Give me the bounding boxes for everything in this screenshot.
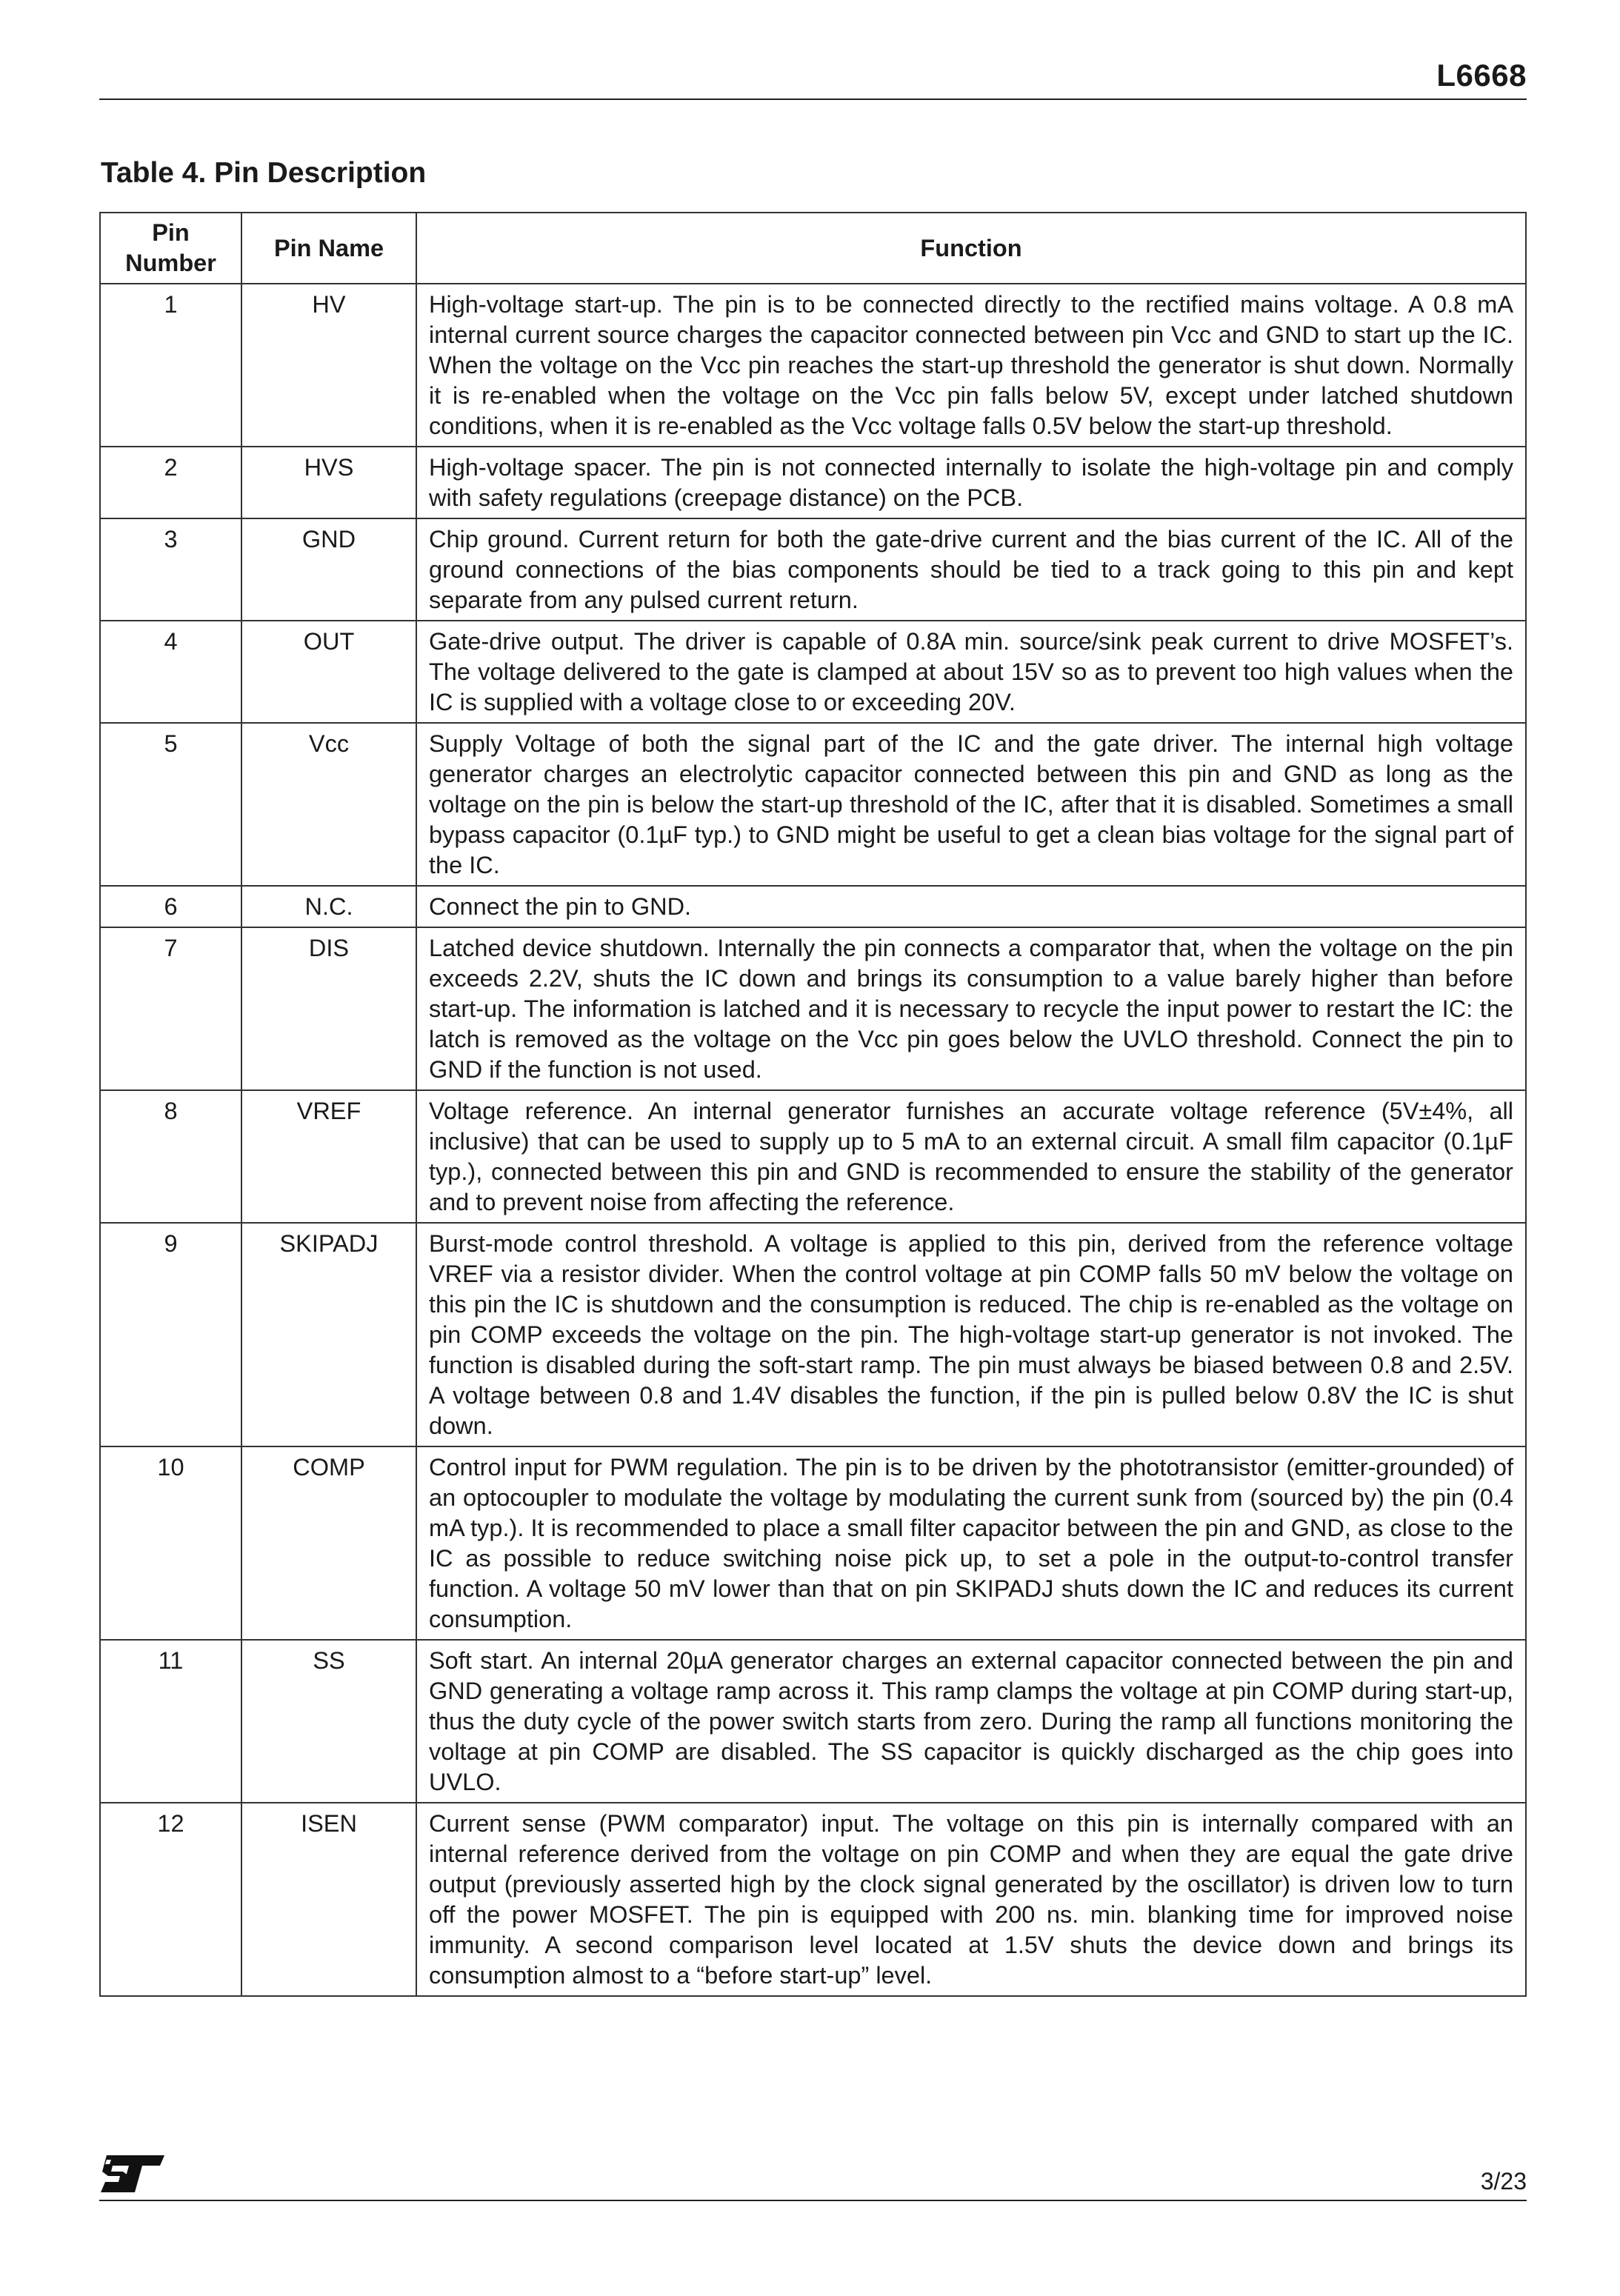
pin-number: 3	[100, 518, 241, 621]
pin-function: Burst-mode control threshold. A voltage is applied to this pin, derived from the reference voltage VREF via a resistor divider. When the control voltage at pin COMP falls 50 mV below the voltage on this pin the IC is shutdown and the consumption is reduced. The chip is re-enabled as the voltage on pin COMP exceeds the voltage on the pin. The high-voltage start-up generator is not invoked. The function is disabled during the soft-start ramp. The pin must always be biased between 0.8 and 2.5V. A voltage between 0.8 and 1.4V disables the function, if the pin is pulled below 0.8V the IC is shut down.	[416, 1223, 1526, 1446]
pin-number: 1	[100, 284, 241, 447]
pin-number: 2	[100, 447, 241, 518]
pin-function: Current sense (PWM comparator) input. The voltage on this pin is internally compared with an internal reference derived from the voltage on pin COMP and when they are equal the gate drive output (previously asserted high by the clock signal generated by the oscillator) is driven low to turn off the power MOSFET. The pin is equipped with 200 ns. min. blanking time for improved noise immunity. A second comparison level located at 1.5V shuts the device down and brings its consumption almost to a “before start-up” level.	[416, 1803, 1526, 1996]
pin-function: Control input for PWM regulation. The pin is to be driven by the phototransistor (emitter-grounded) of an optocoupler to modulate the voltage by modulating the current sunk from (sourced by) the pin (0.4 mA typ.). It is recommended to place a small filter capacitor between the pin and GND, as close to the IC as possible to reduce switching noise pick up, to set a pole in the output-to-control transfer function. A voltage 50 mV lower than that on pin SKIPADJ shuts down the IC and reduces its current consumption.	[416, 1446, 1526, 1640]
pin-number: 6	[100, 886, 241, 927]
pin-function: Latched device shutdown. Internally the pin connects a comparator that, when the voltage on the pin exceeds 2.2V, shuts the IC down and brings its consumption to a value barely higher than before start-up. The information is latched and it is necessary to recycle the input power to restart the IC: the latch is removed as the voltage on the Vcc pin goes below the UVLO threshold. Connect the pin to GND if the function is not used.	[416, 927, 1526, 1090]
pin-function: High-voltage spacer. The pin is not connected internally to isolate the high-voltage pin and comply with safety regulations (creepage distance) on the PCB.	[416, 447, 1526, 518]
table-caption: Table 4. Pin Description	[101, 157, 427, 189]
pin-number: 10	[100, 1446, 241, 1640]
pin-function: Soft start. An internal 20µA generator charges an external capacitor connected between the pin and GND generating a voltage ramp across it. This ramp clamps the voltage at pin COMP during start-up, thus the duty cycle of the power switch starts from zero. During the ramp all functions monitoring the voltage at pin COMP are disabled. The SS capacitor is quickly discharged as the chip goes into UVLO.	[416, 1640, 1526, 1803]
st-logo-icon	[99, 2154, 166, 2194]
pin-number: 7	[100, 927, 241, 1090]
header-pin-name: Pin Name	[241, 213, 416, 284]
pin-number: 5	[100, 723, 241, 886]
table-row	[100, 1803, 1526, 1996]
pin-name: SS	[241, 1640, 416, 1803]
pin-name: COMP	[241, 1446, 416, 1640]
pin-description-table	[99, 212, 1527, 1997]
pin-name: GND	[241, 518, 416, 621]
document-id: L6668	[1436, 58, 1527, 93]
pin-name: ISEN	[241, 1803, 416, 1996]
pin-name: SKIPADJ	[241, 1223, 416, 1446]
pin-function: Chip ground. Current return for both the gate-drive current and the bias current of the IC. All of the ground connections of the bias components should be tied to a track going to this pin and kept separate from any pulsed current return.	[416, 518, 1526, 621]
header-pin-number: Pin Number	[100, 213, 241, 284]
pin-function: Connect the pin to GND.	[416, 886, 1526, 927]
pin-function: Gate-drive output. The driver is capable of 0.8A min. source/sink peak current to drive MOSFET’s. The voltage delivered to the gate is clamped at about 15V so as to prevent too high values when the IC is supplied with a voltage close to or exceeding 20V.	[416, 621, 1526, 723]
header-function: Function	[416, 213, 1526, 284]
pin-name: HV	[241, 284, 416, 447]
table-row	[100, 284, 1526, 447]
table-row	[100, 1446, 1526, 1640]
table-header-row	[100, 213, 1526, 284]
pin-number: 11	[100, 1640, 241, 1803]
table-row	[100, 927, 1526, 1090]
pin-name: VREF	[241, 1090, 416, 1223]
pin-name: OUT	[241, 621, 416, 723]
pin-function: High-voltage start-up. The pin is to be connected directly to the rectified mains voltage. A 0.8 mA internal current source charges the capacitor connected between pin Vcc and GND to start up the IC. When the voltage on the Vcc pin reaches the start-up threshold the generator is shut down. Normally it is re-enabled when the voltage on the Vcc pin falls below 5V, except under latched shutdown conditions, when it is re-enabled as the Vcc voltage falls 0.5V below the start-up threshold.	[416, 284, 1526, 447]
header-divider	[99, 99, 1527, 100]
pin-number: 9	[100, 1223, 241, 1446]
page-number: 3/23	[1480, 2168, 1527, 2195]
table-row	[100, 621, 1526, 723]
table-row	[100, 1640, 1526, 1803]
pin-name: HVS	[241, 447, 416, 518]
table-row	[100, 518, 1526, 621]
pin-number: 8	[100, 1090, 241, 1223]
table-row	[100, 1090, 1526, 1223]
pin-number: 12	[100, 1803, 241, 1996]
table-row	[100, 1223, 1526, 1446]
pin-name: N.C.	[241, 886, 416, 927]
footer-divider	[99, 2200, 1527, 2201]
pin-function: Supply Voltage of both the signal part of the IC and the gate driver. The internal high voltage generator charges an electrolytic capacitor connected between this pin and GND as long as the voltage on the pin is below the start-up threshold of the IC, after that it is disabled. Sometimes a small bypass capacitor (0.1µF typ.) to GND might be useful to get a clean bias voltage for the signal part of the IC.	[416, 723, 1526, 886]
table-row	[100, 723, 1526, 886]
pin-name: DIS	[241, 927, 416, 1090]
pin-name: Vcc	[241, 723, 416, 886]
table-row	[100, 447, 1526, 518]
table-row	[100, 886, 1526, 927]
pin-function: Voltage reference. An internal generator furnishes an accurate voltage reference (5V±4%, all inclusive) that can be used to supply up to 5 mA to an external circuit. A small film capacitor (0.1µF typ.), connected between this pin and GND is recommended to ensure the stability of the generator and to prevent noise from affecting the reference.	[416, 1090, 1526, 1223]
pin-number: 4	[100, 621, 241, 723]
